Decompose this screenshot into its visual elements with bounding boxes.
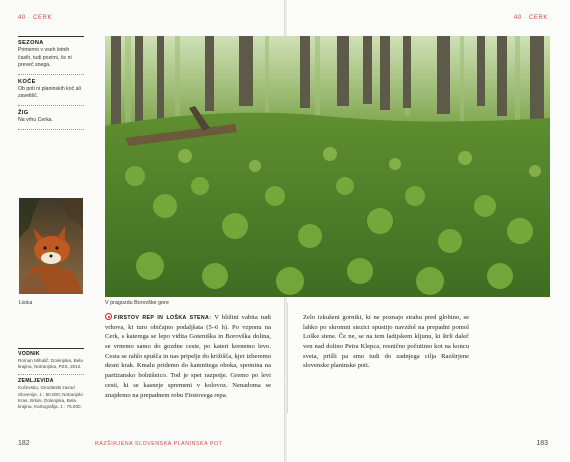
sidebar-block-huts (18, 78, 84, 101)
column-divider (287, 303, 288, 413)
running-head-left: 40 · CERK (18, 15, 53, 21)
body-text-right: Zelo izkušeni gorniki, ki ne poznajo strahu pred globino, se lahko po skromni stezici spustijo navzdol na prepadni pomol Loške stene. Če ne, se na tem ladijskem kljunu, ki štrli daleč ven nad dolino Petra Klepca, resnično počutimo kot na koncu sveta, prišli pa smo tudi do zadnjega cilja Razširjene slovenske planinske poti. (303, 314, 469, 370)
sidebar-heading: ŽIG (18, 109, 29, 116)
bullet-icon (105, 313, 112, 320)
sidebar-text: Primerno v vseh letnih časih, tudi pozimi, če ni preveč snega. (18, 47, 72, 69)
body-text-left (105, 313, 271, 400)
divider (18, 374, 84, 375)
sidebar-block-season (18, 36, 84, 70)
sidebar-info (18, 36, 84, 133)
divider (18, 105, 84, 106)
page-number-right: 183 (536, 440, 548, 447)
sidebar-block-stamp (18, 109, 84, 125)
footer-book-title: RAZŠIRJENA SLOVENSKA PLANINSKA POT (95, 441, 223, 447)
info-text: Roman Mihalič: Dolenjska, Bela krajina, Notranjska, PZS, 2012. (18, 358, 83, 370)
divider (18, 74, 84, 75)
fox-photo (19, 198, 83, 294)
sidebar-text: Ob poti ni planinskih koč ali zavetišč. (18, 85, 81, 100)
body-paragraph: V bližini vabita tudi vrhova, ki turo običajno podaljšata (5–6 h). Po vzponu na Cerk, s katerega se lepo vidita Goteniška in Borovška dolina, se vrnemo samo do gozdne ceste, po kateri krenemo levo. Cesta se rahlo spušča in nas pripelje do križišča, kjer izberemo desni krak. Kmalu pridemo do kamnitega oboka, spomina na partizansko bolnišnico. Tod je spet razpotje. Gremo po levi cesti, ki se kasneje spremeni v kolovoz. Nenadoma se znajdemo na prepadnem robu Firstovega repa. (105, 314, 271, 399)
page-number-left: 182 (18, 440, 30, 447)
info-heading: ZEMLJEVIDA (18, 378, 54, 385)
running-head-right: 40 · CERK (513, 15, 548, 21)
info-block-maps (18, 378, 84, 410)
sidebar-heading: KOČE (18, 78, 36, 85)
fox-caption: Lisica (19, 300, 33, 306)
forest-photo (105, 36, 550, 297)
photo-caption: V pragozdu Borovške gore (105, 300, 169, 306)
bottom-info (18, 348, 84, 410)
lead-heading: FIRSTOV REP IN LOŠKA STENA: (114, 315, 212, 321)
sidebar-heading: SEZONA (18, 40, 44, 46)
info-block-guide (18, 348, 84, 370)
sidebar-text: Na vrhu Cerka. (18, 116, 53, 123)
info-text: Kočevsko, Geodetski zavod Slovenije, 1 : 50.000; Notranjski Kras, Brkini, Dolenjska, Bela krajina, Kartografija, 1 : 75.000. (18, 385, 83, 409)
info-heading: VODNIK (18, 351, 40, 357)
divider (18, 129, 84, 130)
